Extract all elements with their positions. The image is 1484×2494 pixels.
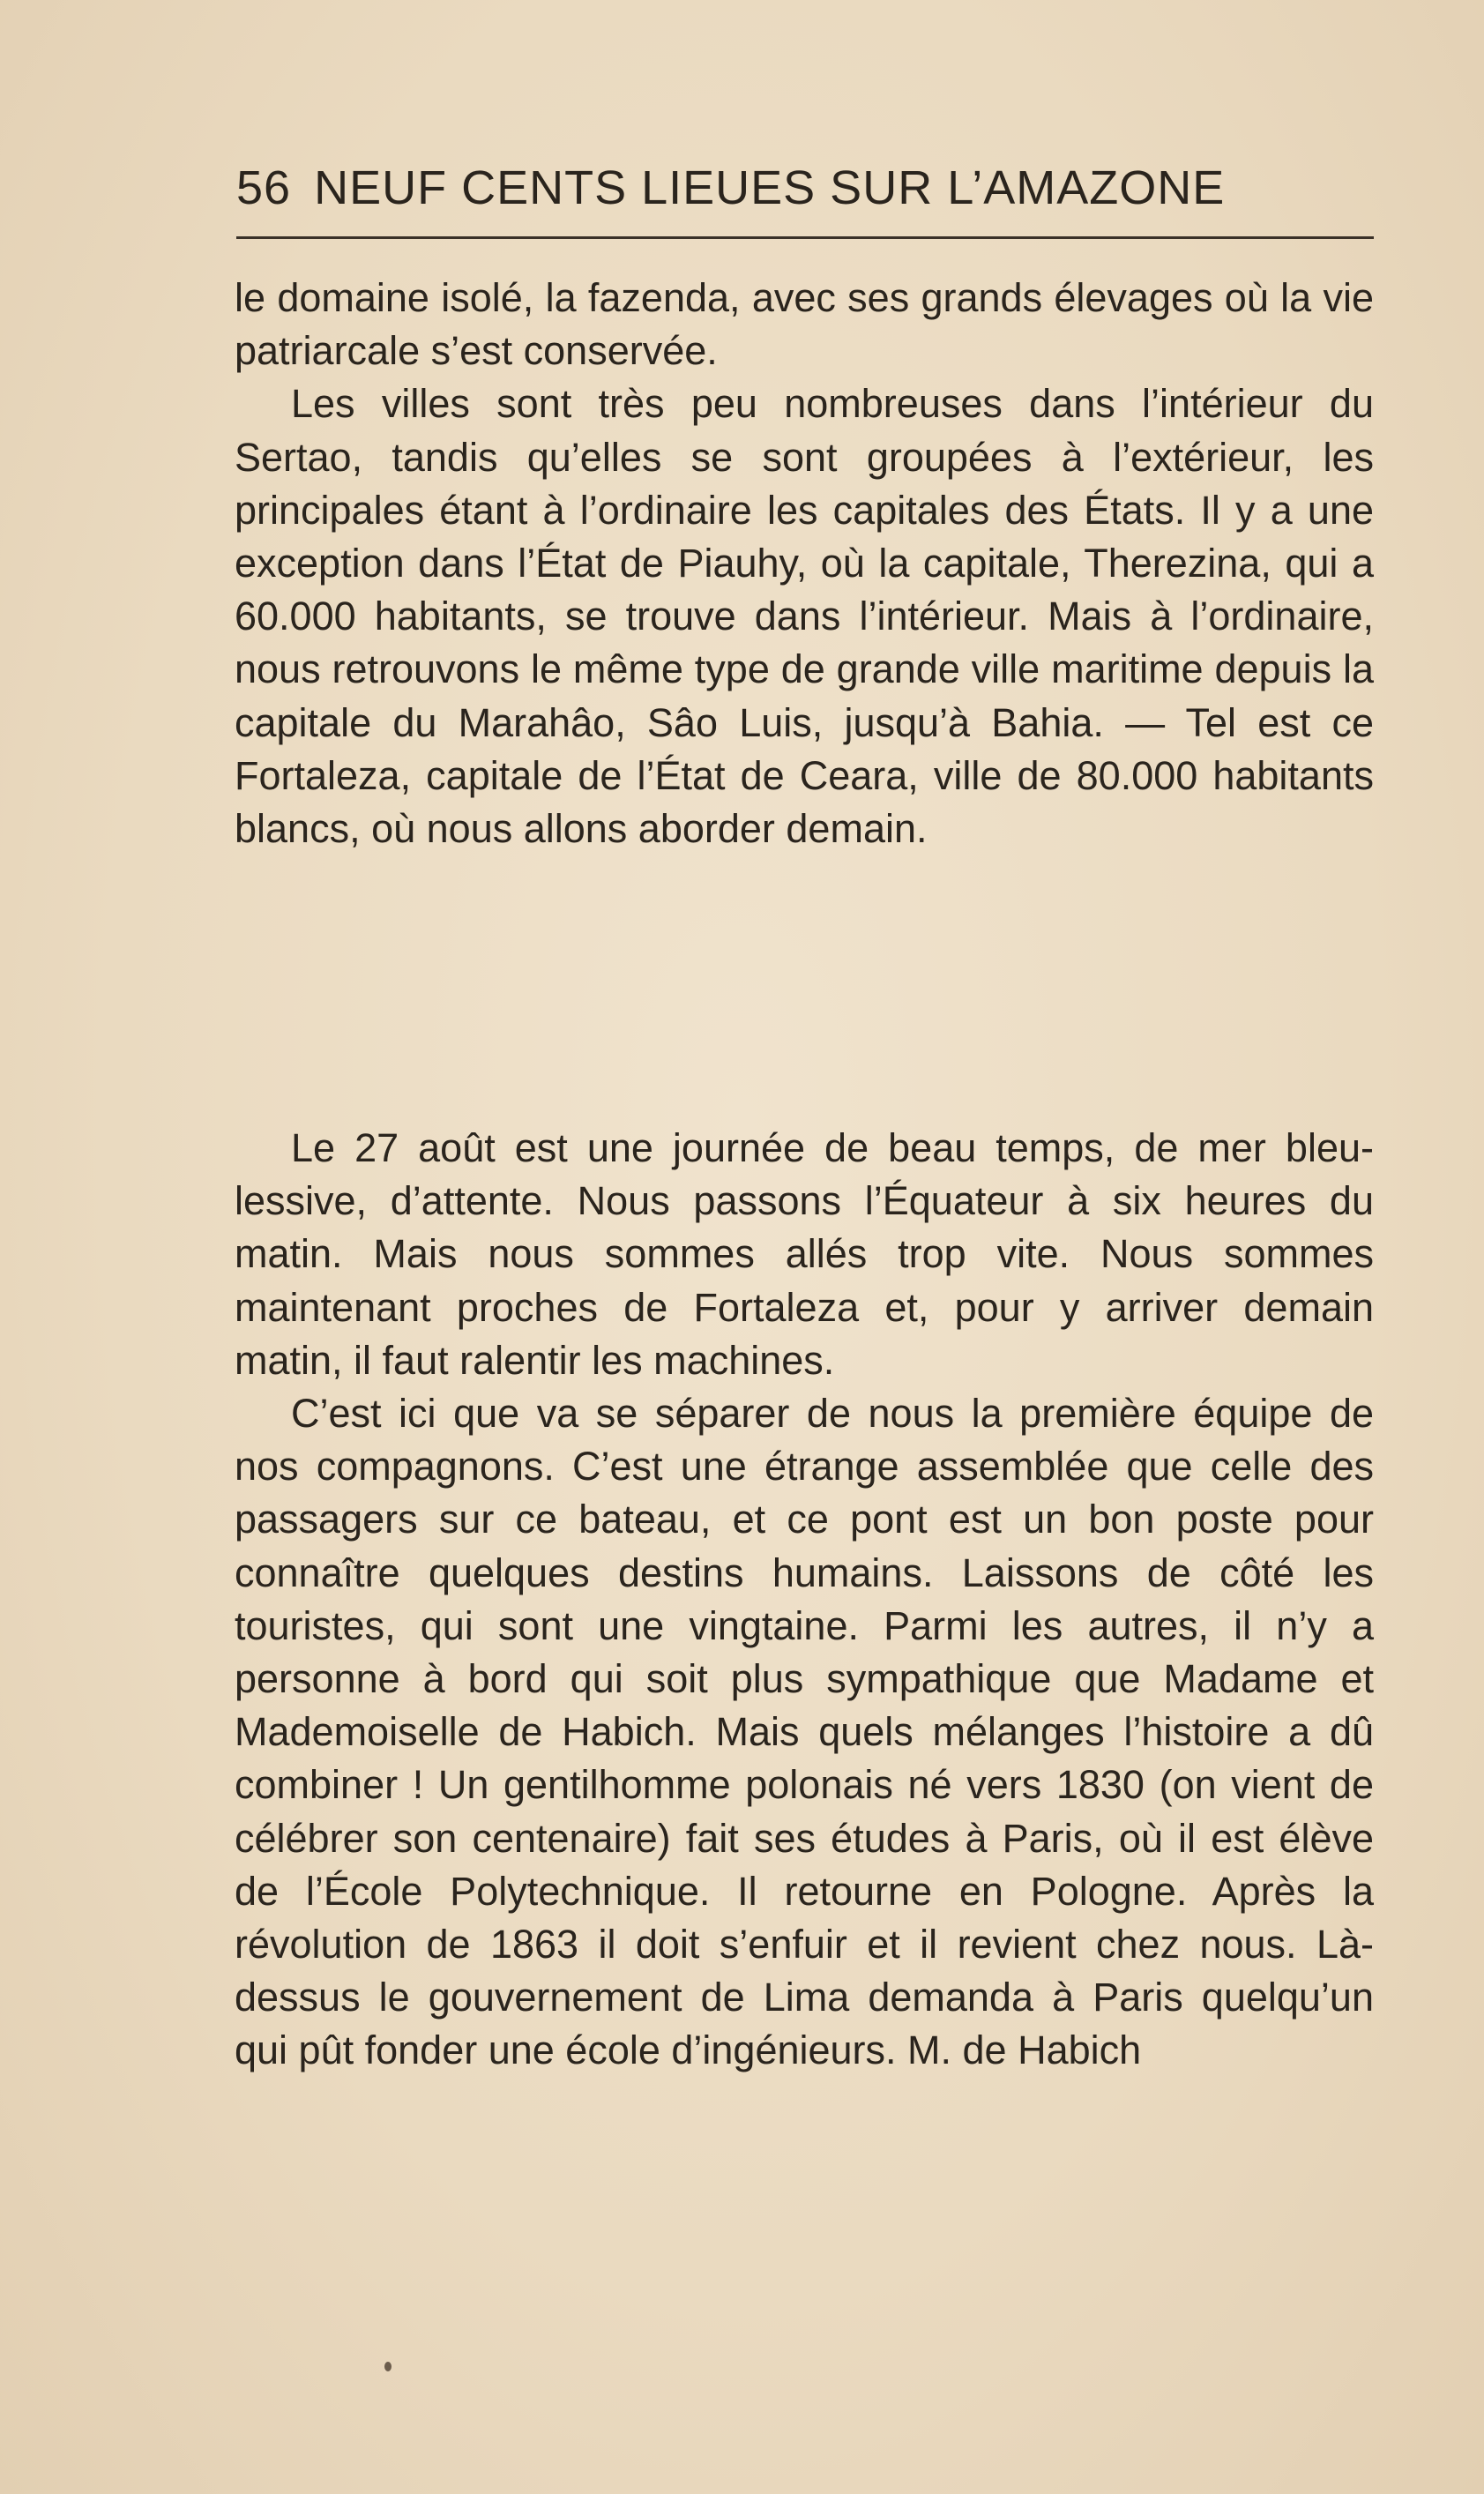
header-rule	[236, 236, 1374, 239]
text-block-top	[235, 272, 1374, 855]
paragraph-4: C’est ici que va se séparer de nous la première équipe de nos compagnons. C’est une étrange assemblée que celle des passagers sur ce bateau, et ce pont est un bon poste pour connaître quelques destins humains. Laissons de côté les touristes, qui sont une vingtaine. Parmi les autres, il n’y a personne à bord qui soit plus sympathique que Madame et Mademoiselle de Habich. Mais quels mélanges l’histoire a dû combiner ! Un gentilhomme polonais né vers 1830 (on vient de célébrer son centenaire) fait ses études à Paris, où il est élève de l’École Polytechnique. Il retourne en Pologne. Après la révolution de 1863 il doit s’enfuir et il revient chez nous. Là-dessus le gouvernement de Lima demanda à Paris quelqu’un qui pût fonder une école d’ingénieurs. M. de Habich	[235, 1391, 1374, 2073]
paragraph-2: Les villes sont très peu nombreuses dans l’intérieur du Sertao, tandis qu’elles se sont groupées à l’extérieur, les principales étant à l’ordinaire les capitales des États. Il y a une exception dans l’État de Piauhy, où la capitale, Therezina, qui a 60.000 habitants, se trouve dans l’intérieur. Mais à l’ordinaire, nous retrouvons le même type de grande ville maritime depuis la capitale du Marahâo, Sâo Luis, jusqu’à Bahia. — Tel est ce Fortaleza, capitale de l’État de Ceara, ville de 80.000 habitants blancs, où nous allons aborder demain.	[235, 381, 1374, 852]
page-number: 56	[236, 161, 292, 214]
text-block-bottom	[235, 1122, 1374, 2078]
running-title: NEUF CENTS LIEUES SUR L’AMAZONE	[314, 161, 1226, 214]
paragraph-3: Le 27 août est une journée de beau temps, de mer bleu-lessive, d’attente. Nous passons l’Équateur à six heures du matin. Mais nous sommes allés trop vite. Nous sommes maintenant proches de Fortaleza et, pour y arriver demain matin, il faut ralentir les machines.	[235, 1125, 1374, 1383]
running-header	[236, 161, 1374, 222]
ink-speck	[384, 2362, 392, 2371]
paragraph-1: le domaine isolé, la fazenda, avec ses grands élevages où la vie patriarcale s’est conservée.	[235, 275, 1374, 374]
